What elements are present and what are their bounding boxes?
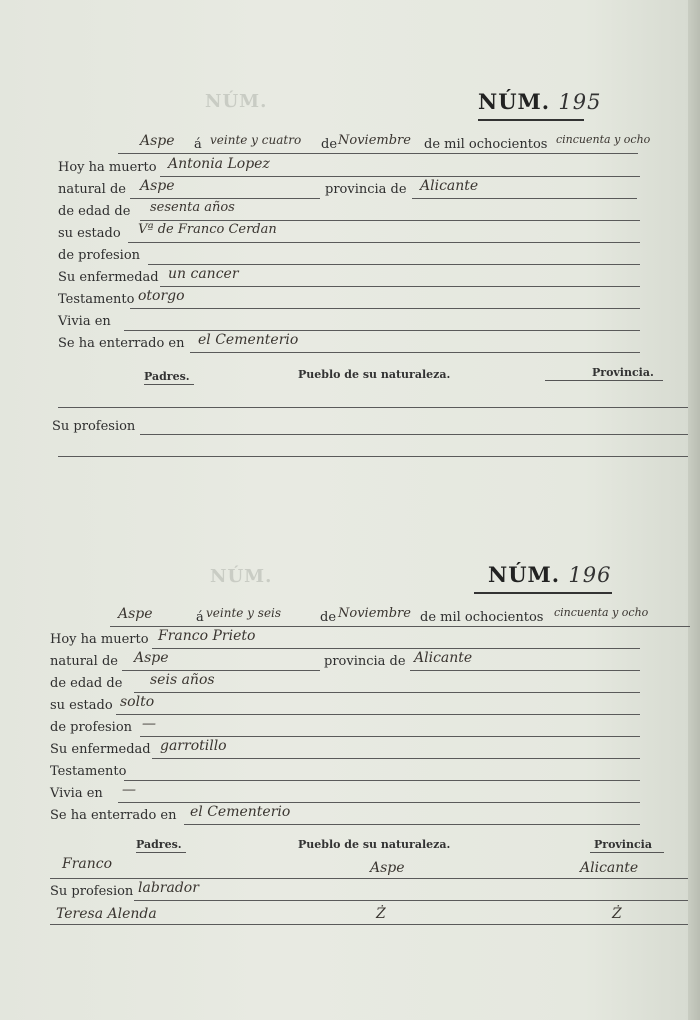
estado-row <box>0 224 688 246</box>
padres-header: Padres. <box>144 370 190 383</box>
rule-line <box>118 802 640 803</box>
hw-madre-provincia: Ż <box>612 906 622 922</box>
provincia-header: Provincia <box>594 838 652 851</box>
hw-madre-pueblo: Ż <box>376 906 386 922</box>
rule-line <box>148 264 640 265</box>
num-value: 196 <box>568 563 612 587</box>
hw-enfermedad: un cancer <box>168 266 239 282</box>
de-label: de <box>321 137 338 152</box>
hw-name: Franco Prieto <box>158 628 256 644</box>
hw-month: Noviembre <box>338 133 411 148</box>
edad-row <box>0 202 688 224</box>
hw-padre-provincia: Alicante <box>580 860 639 876</box>
rule-line <box>184 824 640 825</box>
hw-natural: Aspe <box>140 178 175 194</box>
hw-su-profesion: labrador <box>138 880 199 896</box>
testamento-row <box>0 762 688 784</box>
record-number <box>488 562 611 587</box>
rule-line <box>410 670 640 671</box>
profesion-label: de profesion <box>58 248 141 263</box>
natural-row <box>0 652 688 674</box>
hw-profesion: — <box>142 716 156 732</box>
profesion-label: de profesion <box>50 720 133 735</box>
edad-label: de edad de <box>50 676 123 691</box>
rule-line <box>122 670 320 671</box>
rule-line <box>118 153 638 154</box>
hw-padre-pueblo: Aspe <box>370 860 405 876</box>
record-number <box>478 89 601 114</box>
hoy-label: Hoy ha muerto <box>50 632 149 647</box>
rule-line <box>50 924 688 925</box>
edad-row <box>0 674 688 696</box>
enfermedad-label: Su enfermedad <box>58 270 159 285</box>
pueblo-header: Pueblo de su naturaleza. <box>298 838 451 851</box>
rule-line <box>160 176 640 177</box>
date-row <box>0 608 688 630</box>
hw-madre: Teresa Alenda <box>56 906 157 922</box>
rule-line <box>412 198 637 199</box>
hw-enfermedad: garrotillo <box>160 738 227 754</box>
rule-line <box>152 648 640 649</box>
enterrado-label: Se ha enterrado en <box>50 808 177 823</box>
hw-day: veinte y seis <box>206 606 282 620</box>
rule-line <box>130 198 320 199</box>
hw-enterrado: el Cementerio <box>190 804 291 820</box>
rule-line <box>128 242 640 243</box>
num-label: NÚM. <box>478 89 551 114</box>
header-underline <box>590 852 664 853</box>
num-label: NÚM. <box>488 562 561 587</box>
rule-line <box>134 692 640 693</box>
hoy-row <box>0 630 688 652</box>
ghost-num-label: NÚM. <box>205 91 268 112</box>
num-underline <box>474 592 612 594</box>
profesion-row <box>0 246 688 268</box>
rule-line <box>116 714 640 715</box>
natural-label: natural de <box>50 654 118 669</box>
hw-edad: seis años <box>150 672 215 688</box>
provincia-header: Provincia. <box>592 366 654 379</box>
hw-year: cincuenta y ocho <box>556 133 651 146</box>
rule-line <box>50 878 688 879</box>
estado-row <box>0 696 688 718</box>
rule-line <box>124 780 640 781</box>
num-underline <box>478 119 584 121</box>
vivia-row <box>0 312 688 334</box>
mil-ochocientos-label: de mil ochocientos <box>424 137 548 152</box>
enfermedad-row <box>0 268 688 290</box>
hw-testamento: otorgo <box>138 288 185 304</box>
header-underline <box>136 852 186 853</box>
hoy-label: Hoy ha muerto <box>58 160 157 175</box>
estado-label: su estado <box>50 698 113 713</box>
header-underline <box>144 384 194 385</box>
page-edge <box>688 0 700 1020</box>
rule-line <box>190 352 640 353</box>
hw-provincia: Alicante <box>414 650 473 666</box>
testamento-row <box>0 290 688 312</box>
hw-month: Noviembre <box>338 606 411 621</box>
enterrado-label: Se ha enterrado en <box>58 336 185 351</box>
rule-line <box>140 434 688 435</box>
vivia-row <box>0 784 688 806</box>
vivia-label: Vivia en <box>58 314 111 329</box>
hoy-row <box>0 158 688 180</box>
provincia-label: provincia de <box>324 654 406 669</box>
hw-estado: solto <box>120 694 155 710</box>
hw-year: cincuenta y ocho <box>554 606 649 619</box>
enterrado-row <box>0 806 688 828</box>
hw-padre: Franco <box>62 856 113 872</box>
header-underline <box>545 380 663 381</box>
enfermedad-label: Su enfermedad <box>50 742 151 757</box>
vivia-label: Vivia en <box>50 786 103 801</box>
enfermedad-row <box>0 740 688 762</box>
rule-line <box>58 456 688 457</box>
estado-label: su estado <box>58 226 121 241</box>
rule-line <box>58 407 688 408</box>
provincia-label: provincia de <box>325 182 407 197</box>
date-row <box>0 135 688 157</box>
pueblo-header: Pueblo de su naturaleza. <box>298 368 451 381</box>
padres-header: Padres. <box>136 838 182 851</box>
su-profesion-label: Su profesion <box>52 419 136 434</box>
hw-town: Aspe <box>118 606 153 622</box>
hw-vivia: — <box>122 782 136 798</box>
a-label: á <box>196 610 204 625</box>
edad-label: de edad de <box>58 204 131 219</box>
mil-ochocientos-label: de mil ochocientos <box>420 610 544 625</box>
hw-natural: Aspe <box>134 650 169 666</box>
profesion-row <box>0 718 688 740</box>
num-value: 195 <box>558 90 602 114</box>
rule-line <box>124 330 640 331</box>
hw-name: Antonia Lopez <box>168 156 270 172</box>
testamento-label: Testamento <box>58 292 135 307</box>
ghost-num-label: NÚM. <box>210 566 273 587</box>
rule-line <box>110 626 690 627</box>
hw-edad: sesenta años <box>150 200 235 215</box>
hw-enterrado: el Cementerio <box>198 332 299 348</box>
de-label: de <box>320 610 337 625</box>
natural-row <box>0 180 688 202</box>
hw-day: veinte y cuatro <box>210 133 302 147</box>
rule-line <box>134 900 688 901</box>
a-label: á <box>194 137 202 152</box>
hw-provincia: Alicante <box>420 178 479 194</box>
rule-line <box>152 758 640 759</box>
su-profesion-label: Su profesion <box>50 884 134 899</box>
rule-line <box>130 308 640 309</box>
rule-line <box>140 736 640 737</box>
testamento-label: Testamento <box>50 764 127 779</box>
enterrado-row <box>0 334 688 356</box>
hw-estado: Vª de Franco Cerdan <box>138 222 277 237</box>
rule-line <box>160 286 640 287</box>
hw-town: Aspe <box>140 133 175 149</box>
rule-line <box>140 220 640 221</box>
natural-label: natural de <box>58 182 126 197</box>
